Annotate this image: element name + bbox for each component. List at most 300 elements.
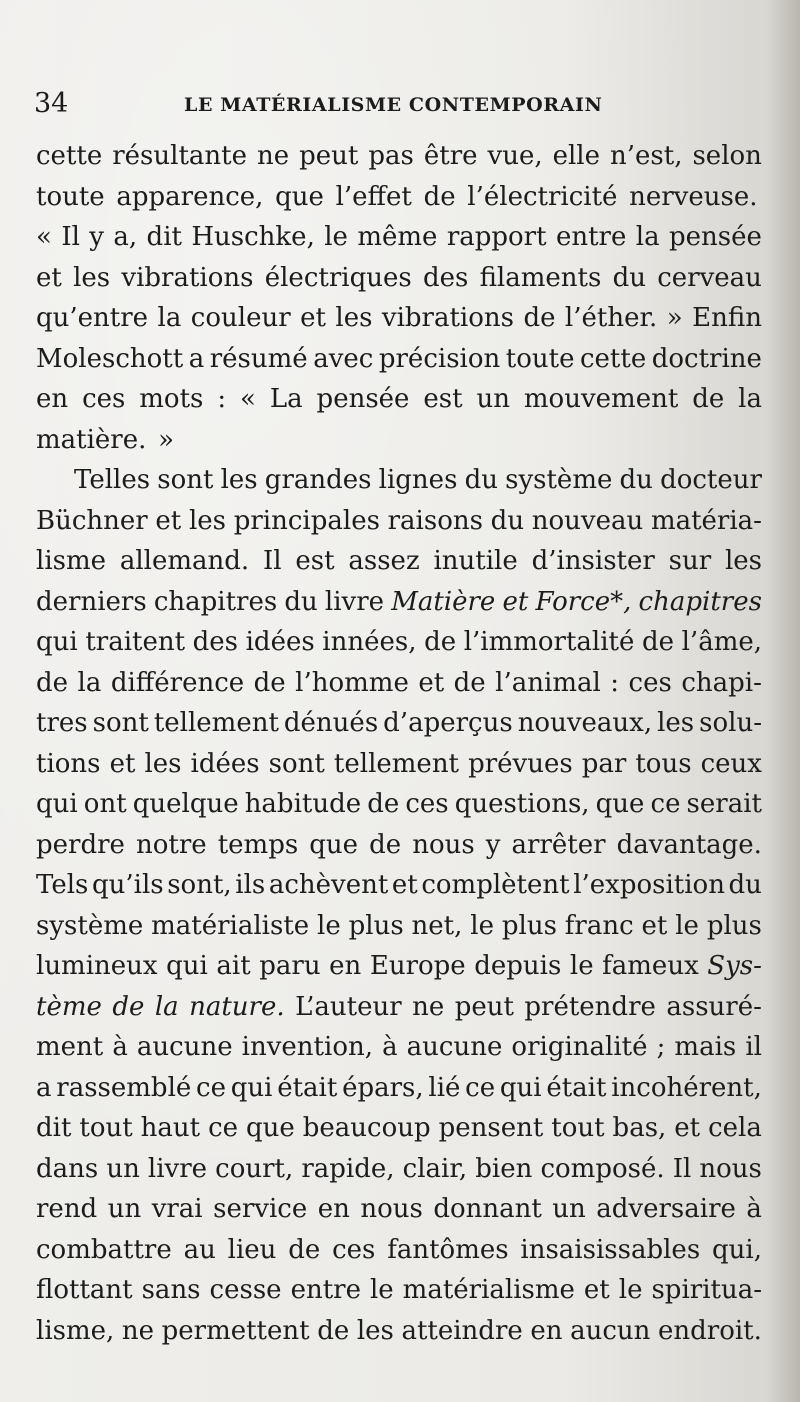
- word: cette: [579, 343, 647, 374]
- word: ce: [650, 789, 681, 819]
- word: la: [157, 303, 182, 333]
- word: est: [295, 546, 335, 576]
- word: Il: [262, 546, 282, 576]
- word: matéria-: [650, 505, 762, 536]
- word: vrai: [151, 1194, 203, 1224]
- word: ceux: [700, 748, 762, 779]
- word: qui: [36, 627, 78, 657]
- word: aucune: [136, 1032, 233, 1062]
- word: sont: [157, 465, 214, 495]
- word: pas: [368, 141, 414, 171]
- word: arrêter: [511, 829, 606, 860]
- word: même: [357, 222, 438, 252]
- word: inutile: [433, 546, 518, 576]
- word: chapitres: [153, 586, 278, 617]
- word: l’exposition: [573, 870, 725, 900]
- text-line: [36, 1027, 762, 1068]
- word: livre: [324, 586, 385, 617]
- word: et: [391, 870, 418, 900]
- word: le: [618, 1275, 643, 1305]
- word: que: [595, 789, 645, 819]
- word: a: [36, 1072, 52, 1103]
- word: depuis: [474, 951, 562, 981]
- word: Tels: [36, 870, 89, 900]
- word: notre: [135, 829, 207, 860]
- word: perdre: [36, 829, 125, 860]
- word: principales: [233, 505, 380, 536]
- word: adversaire: [596, 1194, 736, 1224]
- word: l’âme,: [681, 627, 762, 657]
- word: sont: [92, 708, 149, 738]
- page-header: [34, 86, 754, 122]
- word: entre: [555, 222, 627, 252]
- word: et: [109, 748, 136, 779]
- word: endroit.: [658, 1315, 762, 1346]
- word: il: [745, 1032, 762, 1062]
- word: l’éther.: [564, 303, 658, 333]
- word: le: [569, 951, 594, 981]
- word: temps: [217, 829, 299, 860]
- word: les: [335, 303, 373, 333]
- word: épars,: [342, 1072, 424, 1103]
- word: tème: [36, 991, 102, 1022]
- word: qui: [36, 789, 78, 819]
- word: de: [367, 789, 400, 819]
- word: davantage.: [616, 829, 762, 860]
- word: était: [277, 1072, 338, 1103]
- word: grandes: [264, 465, 372, 495]
- text-line: [36, 1068, 762, 1109]
- word: doctrine: [651, 343, 762, 374]
- word: court,: [215, 1153, 294, 1184]
- word: traitent: [85, 627, 186, 657]
- text-line: [36, 703, 762, 744]
- word: que: [275, 181, 324, 212]
- word: allemand.: [119, 546, 250, 576]
- word: lieu: [227, 1234, 277, 1265]
- word: filaments: [479, 262, 602, 293]
- word: ait: [216, 951, 251, 981]
- word: au: [183, 1234, 216, 1265]
- word: «: [240, 384, 256, 414]
- word: Europe: [369, 951, 466, 981]
- word: toute: [505, 343, 575, 374]
- word: idées: [190, 748, 260, 779]
- word: de: [424, 627, 457, 657]
- word: sont: [268, 748, 325, 779]
- word: de: [523, 303, 556, 333]
- word: docteur: [660, 465, 762, 495]
- word: incohérent,: [611, 1072, 762, 1103]
- word: tellement: [153, 708, 279, 738]
- word: rend: [36, 1194, 98, 1224]
- word: tres: [36, 708, 88, 738]
- word: ne: [121, 1315, 155, 1346]
- word: un: [107, 1194, 142, 1224]
- word: le: [324, 222, 348, 252]
- word: assez: [348, 546, 420, 576]
- word: la: [77, 667, 102, 698]
- word: et: [583, 1275, 610, 1305]
- word: nous: [699, 1153, 762, 1184]
- word: avec: [313, 343, 374, 374]
- word: système: [36, 910, 144, 941]
- word: Telles: [74, 465, 151, 495]
- word: tout: [79, 1113, 133, 1143]
- text-line: [36, 379, 762, 420]
- word: aucune: [406, 1032, 503, 1062]
- word: était: [546, 1072, 607, 1103]
- word: tous: [635, 748, 692, 779]
- word: du: [284, 586, 318, 617]
- word: qu’ils: [91, 870, 164, 900]
- word: du: [464, 465, 498, 495]
- word: ont: [83, 789, 127, 819]
- word: ment: [36, 1032, 104, 1062]
- word: et: [36, 262, 62, 293]
- word: tellement: [333, 748, 460, 779]
- word: précision: [378, 343, 501, 374]
- word: peut: [454, 991, 514, 1022]
- word: dans: [36, 1153, 99, 1184]
- word: qui: [166, 951, 208, 981]
- word: que: [246, 1113, 295, 1143]
- word: vibrations: [381, 303, 514, 333]
- text-line: [36, 258, 762, 299]
- word: Il: [61, 222, 80, 252]
- word: questions,: [454, 789, 590, 819]
- word: ne: [412, 991, 445, 1022]
- word: Moleschott: [36, 343, 184, 374]
- word: du: [728, 870, 762, 900]
- word: électriques: [264, 262, 412, 293]
- word: dénués: [283, 708, 379, 738]
- word: Büchner: [36, 505, 148, 536]
- word: ce: [208, 1113, 239, 1143]
- word: ils: [235, 870, 266, 900]
- word: de: [36, 667, 69, 698]
- word: sont,: [167, 870, 232, 900]
- word: spiritua-: [651, 1275, 762, 1305]
- word: système: [505, 465, 613, 495]
- word: par: [581, 748, 627, 779]
- word: ces: [628, 667, 672, 698]
- word: qui: [499, 1072, 542, 1103]
- word: ce: [196, 1072, 226, 1103]
- word: nerveuse.: [629, 181, 758, 212]
- text-line: [36, 582, 762, 623]
- word: livre: [147, 1153, 208, 1184]
- word: pensée: [668, 222, 762, 252]
- word: mouvement: [523, 384, 679, 414]
- word: et: [502, 586, 529, 617]
- word: le: [675, 910, 699, 941]
- word: et: [418, 667, 445, 698]
- word: l’effet: [335, 181, 412, 212]
- word: :: [610, 667, 620, 698]
- text-line: [36, 420, 762, 461]
- word: en: [317, 1194, 350, 1224]
- word: donnant: [433, 1194, 542, 1224]
- running-title: LE MATÉRIALISME CONTEMPORAIN: [184, 94, 603, 116]
- word: les: [356, 1315, 394, 1346]
- word: lisme,: [36, 1315, 115, 1346]
- text-line: [36, 501, 762, 542]
- word: cerveau: [657, 262, 762, 293]
- word: L’auteur: [295, 991, 402, 1022]
- word: raisons: [387, 505, 483, 536]
- text-line: [36, 622, 762, 663]
- word: plus: [706, 910, 762, 941]
- word: vue,: [487, 141, 543, 171]
- word: cette: [36, 141, 103, 171]
- word: prévues: [468, 748, 573, 779]
- text-line: [36, 339, 762, 380]
- word: rapide,: [301, 1153, 395, 1184]
- word: »: [158, 424, 174, 455]
- word: des: [192, 627, 239, 657]
- word: »: [666, 303, 683, 333]
- word: les: [188, 505, 227, 536]
- word: quelque: [132, 789, 239, 819]
- word: de: [641, 627, 675, 657]
- text-line: [36, 865, 762, 906]
- body-text: [36, 136, 762, 1351]
- word: en: [329, 951, 362, 981]
- text-line: [36, 460, 762, 501]
- word: et: [300, 303, 326, 333]
- word: du: [612, 262, 646, 293]
- word: beaucoup: [302, 1113, 431, 1143]
- word: dit: [146, 222, 182, 252]
- word: des: [422, 262, 469, 293]
- word: prétendre: [524, 991, 656, 1022]
- word: de: [112, 991, 145, 1022]
- word: la: [635, 222, 660, 252]
- word: l’immortalité: [463, 627, 635, 657]
- word: fantômes: [387, 1234, 509, 1265]
- word: cesse: [209, 1275, 282, 1305]
- word: le: [317, 910, 341, 941]
- word: ces: [405, 789, 449, 819]
- word: bien: [475, 1153, 533, 1184]
- word: mais: [674, 1032, 737, 1062]
- word: différence: [110, 667, 245, 698]
- word: résultante: [112, 141, 247, 171]
- word: permettent: [161, 1315, 310, 1346]
- word: matière.: [36, 424, 147, 455]
- word: de: [253, 667, 286, 698]
- word: sans: [141, 1275, 201, 1305]
- word: a,: [113, 222, 138, 252]
- word: nouveaux,: [517, 708, 653, 738]
- text-line: [36, 1311, 762, 1352]
- word: fameux: [602, 951, 699, 981]
- word: d’insister: [531, 546, 655, 576]
- word: du: [490, 505, 525, 536]
- word: dit: [36, 1113, 72, 1143]
- word: La: [269, 384, 303, 414]
- text-line: [36, 541, 762, 582]
- text-line: [36, 1270, 762, 1311]
- word: entre: [290, 1275, 361, 1305]
- word: à: [382, 1032, 398, 1062]
- word: apparence,: [116, 181, 264, 212]
- word: ce: [465, 1072, 496, 1103]
- word: idées: [245, 627, 315, 657]
- word: bas,: [612, 1113, 667, 1143]
- text-line: [36, 784, 762, 825]
- word: qu’entre: [36, 303, 149, 333]
- word: serait: [686, 789, 762, 819]
- word: matérialiste: [151, 910, 310, 941]
- word: franc: [564, 910, 634, 941]
- word: :: [217, 384, 227, 414]
- word: et: [674, 1113, 701, 1143]
- word: flottant: [36, 1275, 133, 1305]
- text-line: [36, 1149, 762, 1190]
- word: le: [369, 1275, 394, 1305]
- word: Sys-: [707, 951, 762, 981]
- word: sur: [668, 546, 712, 576]
- word: de: [288, 1234, 321, 1265]
- word: de: [369, 829, 402, 860]
- word: et: [641, 910, 668, 941]
- text-line: [36, 1230, 762, 1271]
- word: aucun: [570, 1315, 651, 1346]
- word: ces: [332, 1234, 376, 1265]
- word: combattre: [36, 1234, 172, 1265]
- word: la: [154, 991, 179, 1022]
- word: résumé: [209, 343, 308, 374]
- word: insaisissables: [520, 1234, 701, 1265]
- word: rapport: [446, 222, 547, 252]
- word: lignes: [378, 465, 458, 495]
- text-line: [36, 744, 762, 785]
- text-line: [36, 1108, 762, 1149]
- page-number: 34: [34, 88, 69, 119]
- word: en: [530, 1315, 563, 1346]
- text-line: [36, 177, 762, 218]
- word: être: [423, 141, 478, 171]
- word: qui: [230, 1072, 273, 1103]
- word: ;: [656, 1032, 666, 1062]
- word: de: [423, 181, 456, 212]
- word: plus: [348, 910, 404, 941]
- word: haut: [140, 1113, 201, 1143]
- word: y: [485, 829, 501, 860]
- word: complètent: [421, 870, 570, 900]
- word: lié: [428, 1072, 461, 1103]
- word: tions: [36, 748, 101, 779]
- word: nouveau: [531, 505, 644, 536]
- word: paru: [259, 951, 321, 981]
- word: toute: [36, 181, 105, 212]
- text-line: [36, 298, 762, 339]
- text-line: [36, 987, 762, 1028]
- word: net,: [411, 910, 463, 941]
- word: originalité: [511, 1032, 648, 1062]
- word: l’homme: [295, 667, 409, 698]
- word: Force*,: [535, 586, 632, 617]
- word: assuré-: [666, 991, 762, 1022]
- word: l’animal: [495, 667, 601, 698]
- word: matérialisme: [402, 1275, 575, 1305]
- word: les: [220, 465, 258, 495]
- word: cela: [708, 1113, 762, 1143]
- word: de: [453, 667, 486, 698]
- word: qui,: [712, 1234, 762, 1265]
- word: chapitres: [638, 586, 762, 617]
- word: à: [112, 1032, 128, 1062]
- word: «: [36, 222, 52, 252]
- word: couleur: [190, 303, 291, 333]
- word: nous: [360, 1194, 423, 1224]
- word: et: [155, 505, 182, 536]
- word: mots: [139, 384, 204, 414]
- word: invention,: [241, 1032, 373, 1062]
- word: est: [423, 384, 463, 414]
- word: un: [106, 1153, 140, 1184]
- word: l’électricité: [467, 181, 618, 212]
- text-line: [36, 1189, 762, 1230]
- word: les: [73, 262, 111, 293]
- text-line: [36, 217, 762, 258]
- word: les: [657, 708, 695, 738]
- word: un: [552, 1194, 586, 1224]
- word: à: [746, 1194, 762, 1224]
- word: les: [144, 748, 182, 779]
- word: le: [470, 910, 494, 941]
- word: y: [89, 222, 104, 252]
- word: Matière: [391, 586, 496, 617]
- text-line: [36, 906, 762, 947]
- word: innées,: [322, 627, 417, 657]
- word: atteindre: [401, 1315, 523, 1346]
- word: nous: [412, 829, 475, 860]
- word: ne: [256, 141, 290, 171]
- word: rassemblé: [56, 1072, 192, 1103]
- word: elle: [552, 141, 601, 171]
- word: achèvent: [268, 870, 389, 900]
- word: d’aperçus: [383, 708, 513, 738]
- word: Huschke,: [191, 222, 315, 252]
- word: n’est,: [610, 141, 683, 171]
- word: du: [619, 465, 653, 495]
- text-line: [36, 136, 762, 177]
- word: ces: [82, 384, 126, 414]
- word: vibrations: [121, 262, 254, 293]
- text-line: [36, 946, 762, 987]
- word: Il: [672, 1153, 692, 1184]
- word: peut: [299, 141, 359, 171]
- word: solu-: [699, 708, 762, 738]
- word: pensée: [316, 384, 410, 414]
- word: composé.: [540, 1153, 665, 1184]
- text-line: [36, 663, 762, 704]
- word: tout: [551, 1113, 605, 1143]
- word: nature.: [189, 991, 285, 1022]
- word: a: [188, 343, 205, 374]
- word: la: [738, 384, 762, 414]
- word: lisme: [36, 546, 107, 576]
- word: derniers: [36, 586, 147, 617]
- word: de: [692, 384, 725, 414]
- word: habitude: [244, 789, 362, 819]
- word: plus: [501, 910, 557, 941]
- text-line: [36, 825, 762, 866]
- word: service: [213, 1194, 308, 1224]
